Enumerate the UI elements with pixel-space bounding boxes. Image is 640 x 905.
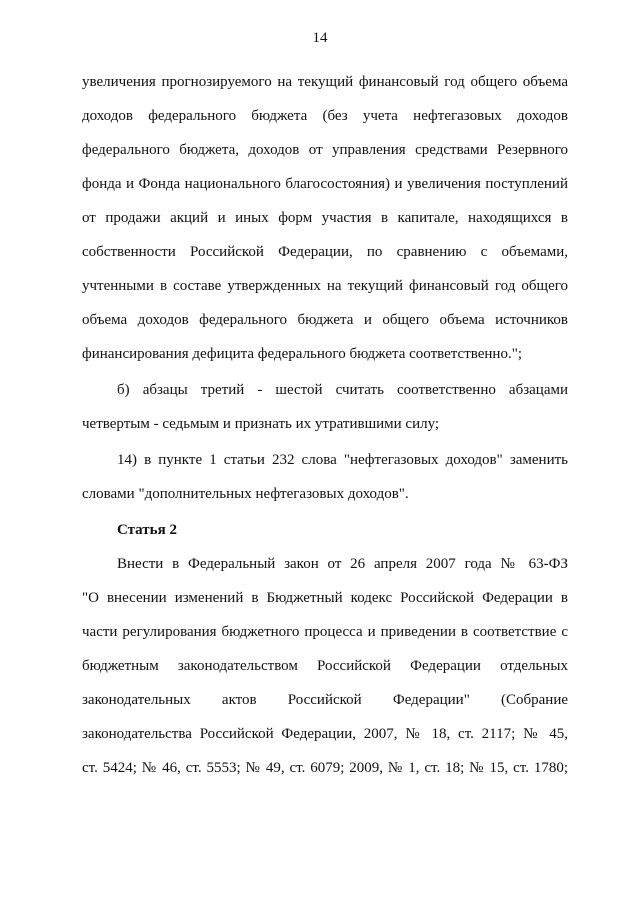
text-line: "О внесении изменений в Бюджетный кодекс Российской Федерации в bbox=[82, 590, 568, 606]
page-number: 14 bbox=[312, 30, 328, 46]
text-line: федерального бюджета, доходов от управления средствами Резервного bbox=[82, 142, 568, 158]
text-line: 14) в пункте 1 статьи 232 слова "нефтегазовых доходов" заменить bbox=[117, 452, 568, 468]
text-line: законодательных актов Российской Федерации" (Собрание bbox=[82, 692, 568, 708]
text-line: доходов федерального бюджета (без учета нефтегазовых доходов bbox=[82, 108, 568, 124]
text-line: законодательства Российской Федерации, 2007, № 18, ст. 2117; № 45, bbox=[82, 726, 568, 742]
text-line: объема доходов федерального бюджета и общего объема источников bbox=[82, 312, 568, 328]
text-line: от продажи акций и иных форм участия в капитале, находящихся в bbox=[82, 210, 568, 226]
text-line: финансирования дефицита федерального бюджета соответственно."; bbox=[82, 346, 522, 362]
text-line: бюджетным законодательством Российской Федерации отдельных bbox=[82, 658, 568, 674]
text-line: б) абзацы третий - шестой считать соответственно абзацами bbox=[117, 382, 568, 398]
article-heading: Статья 2 bbox=[117, 522, 177, 538]
text-line: ст. 5424; № 46, ст. 5553; № 49, ст. 6079; 2009, № 1, ст. 18; № 15, ст. 1780; bbox=[82, 760, 568, 776]
text-line: увеличения прогнозируемого на текущий финансовый год общего объема bbox=[82, 74, 568, 90]
text-line: собственности Российской Федерации, по сравнению с объемами, bbox=[82, 244, 568, 260]
text-line: фонда и Фонда национального благосостояния) и увеличения поступлений bbox=[82, 176, 568, 192]
text-line: учтенными в составе утвержденных на текущий финансовый год общего bbox=[82, 278, 568, 294]
text-line: четвертым - седьмым и признать их утратившими силу; bbox=[82, 416, 440, 432]
text-line: словами "дополнительных нефтегазовых доходов". bbox=[82, 486, 409, 502]
text-line: Внести в Федеральный закон от 26 апреля 2007 года № 63-ФЗ bbox=[117, 556, 568, 572]
text-line: части регулирования бюджетного процесса и приведении в соответствие с bbox=[82, 624, 568, 640]
